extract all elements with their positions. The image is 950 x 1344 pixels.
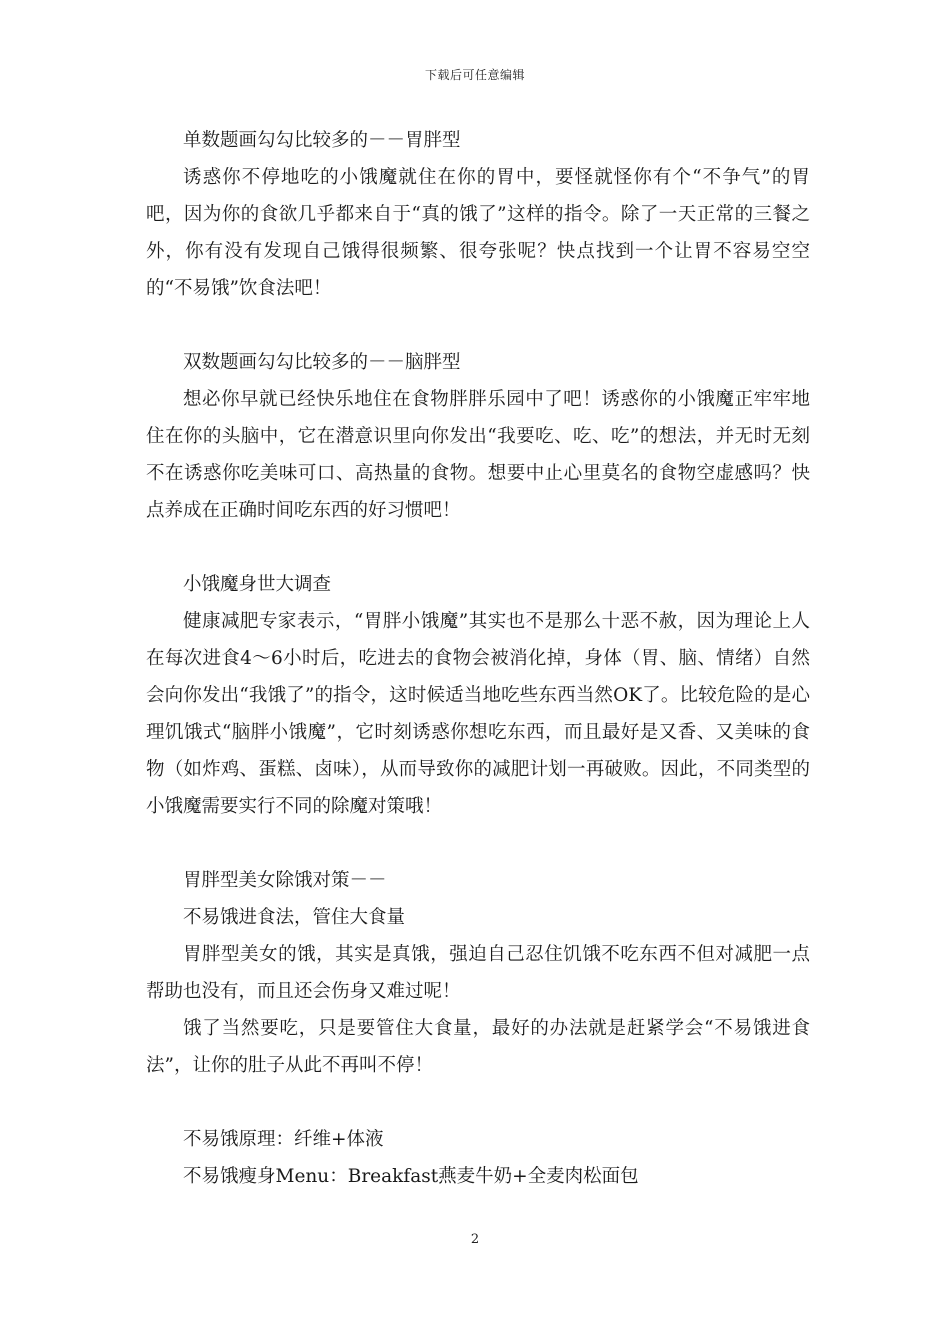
blank-line bbox=[146, 1084, 810, 1121]
heading-investigation: 小饿魔身世大调查 bbox=[183, 574, 332, 595]
heading-stomach-strategy: 胃胖型美女除饿对策－－ bbox=[183, 870, 387, 891]
heading-even-questions: 双数题画勾勾比较多的－－脑胖型 bbox=[183, 352, 461, 373]
document-body bbox=[146, 122, 810, 1195]
blank-line bbox=[146, 825, 810, 862]
principle-line: 不易饿原理：纤维+体液 bbox=[183, 1129, 384, 1150]
paragraph-investigation: 健康减肥专家表示，“胃胖小饿魔”其实也不是那么十恶不赦，因为理论上人在每次进食4～6小时后，吃进去的食物会被消化掉，身体（胃、脑、情绪）自然会向你发出“我饿了”的指令，这时候适当地吃些东西当然OK了。比较危险的是心理饥饿式“脑胖小饿魔”，它时刻诱惑你想吃东西，而且最好是又香、又美味的食物（如炸鸡、蛋糕、卤味），从而导致你的减肥计划一再破败。因此，不同类型的小饿魔需要实行不同的除魔对策哦！ bbox=[146, 611, 810, 817]
heading-odd-questions: 单数题画勾勾比较多的－－胃胖型 bbox=[183, 130, 461, 151]
paragraph-real-hunger: 胃胖型美女的饿，其实是真饿，强迫自己忍住饥饿不吃东西不但对减肥一点帮助也没有，而且还会伤身又难过呢！ bbox=[146, 944, 810, 1002]
page-header: 下载后可任意编辑 bbox=[424, 68, 525, 82]
paragraph-stomach-type: 诱惑你不停地吃的小饿魔就住在你的胃中，要怪就怪你有个“不争气”的胃吧，因为你的食欲几乎都来自于“真的饿了”这样的指令。除了一天正常的三餐之外，你有没有发现自己饿得很频繁、很夸张呢？快点找到一个让胃不容易空空的“不易饿”饮食法吧！ bbox=[146, 167, 810, 299]
subheading-eating-method: 不易饿进食法，管住大食量 bbox=[183, 907, 406, 928]
blank-line bbox=[146, 307, 810, 344]
paragraph-brain-type: 想必你早就已经快乐地住在食物胖胖乐园中了吧！诱惑你的小饿魔正牢牢地住在你的头脑中，它在潜意识里向你发出“我要吃、吃、吃”的想法，并无时无刻不在诱惑你吃美味可口、高热量的食物。想要中止心里莫名的食物空虚感吗？快点养成在正确时间吃东西的好习惯吧！ bbox=[146, 389, 810, 521]
blank-line bbox=[146, 529, 810, 566]
paragraph-control-intake: 饿了当然要吃，只是要管住大食量，最好的办法就是赶紧学会“不易饿进食法”，让你的肚子从此不再叫不停！ bbox=[146, 1018, 810, 1076]
menu-line: 不易饿瘦身Menu：Breakfast燕麦牛奶+全麦肉松面包 bbox=[183, 1166, 639, 1187]
page-number: 2 bbox=[470, 1232, 480, 1247]
